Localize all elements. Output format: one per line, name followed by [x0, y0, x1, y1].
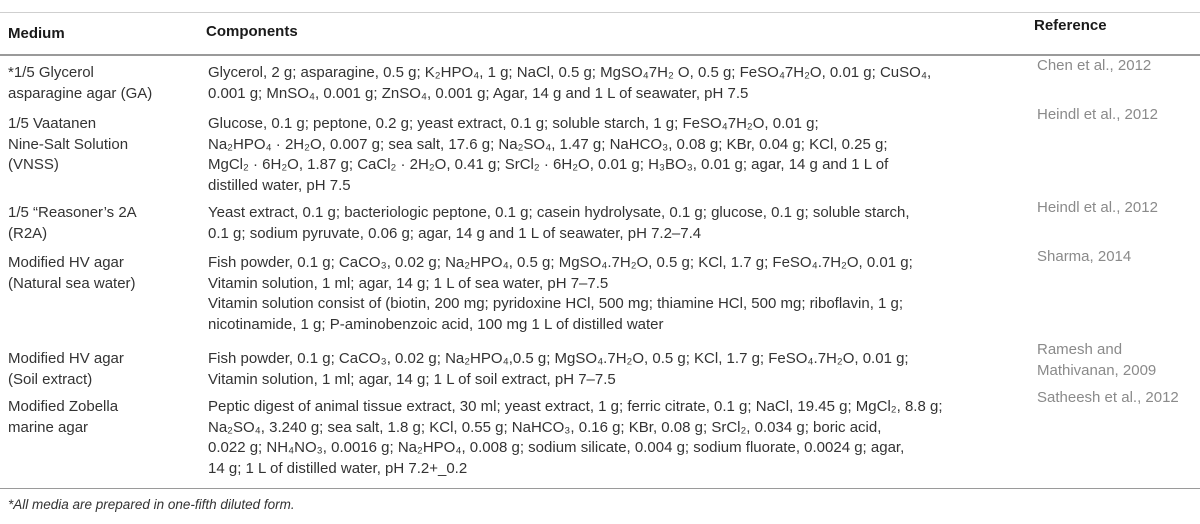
row-1-medium-line: *1/5 Glycerol [8, 64, 94, 81]
row-5-reference [1037, 340, 1156, 381]
row-6-components-line: 0.022 g; NH₄NO₃, 0.0016 g; Na₂HPO₄, 0.008 g; sodium silicate, 0.004 g; sodium fluorate, 0.0024 g; agar, [208, 439, 905, 456]
row-6-medium-line: marine agar [8, 418, 89, 436]
row-6-components-line: Peptic digest of animal tissue extract, 30 ml; yeast extract, 1 g; ferric citrate, 0.1 g; NaCl, 19.45 g; MgCl₂, 8.8 g; [208, 398, 943, 415]
row-6-reference-line: Satheesh et al., 2012 [1037, 389, 1179, 406]
row-1-components-line: 0.001 g; MnSO₄, 0.001 g; ZnSO₄, 0.001 g; Agar, 14 g and 1 L of seawater, pH 7.5 [208, 84, 749, 102]
row-4-components-line: Vitamin solution, 1 ml; agar, 14 g; 1 L of sea water, pH 7–7.5 [208, 274, 609, 292]
row-5-components-line: Vitamin solution, 1 ml; agar, 14 g; 1 L of soil extract, pH 7–7.5 [208, 370, 616, 388]
header-rule [0, 54, 1200, 56]
row-1-medium [8, 63, 152, 104]
row-4-medium-line: Modified HV agar [8, 254, 124, 271]
row-5-components [208, 349, 909, 390]
row-2-reference [1037, 105, 1158, 126]
row-3-medium-line: (R2A) [8, 224, 48, 242]
row-4-components-line: Fish powder, 0.1 g; CaCO₃, 0.02 g; Na₂HPO₄, 0.5 g; MgSO₄.7H₂O, 0.5 g; KCl, 1.7 g; FeSO₄.7H₂O, 0.01 g; [208, 254, 913, 271]
table-bottom-rule [0, 488, 1200, 489]
row-2-medium [8, 114, 128, 176]
row-1-reference [1037, 56, 1151, 77]
row-4-reference [1037, 247, 1131, 268]
row-3-components [208, 203, 910, 244]
row-5-medium [8, 349, 124, 390]
header-components: Components [206, 23, 298, 40]
row-3-reference-line: Heindl et al., 2012 [1037, 199, 1158, 216]
row-5-medium-line: (Soil extract) [8, 370, 93, 388]
row-1-medium-line: asparagine agar (GA) [8, 84, 153, 102]
row-5-reference-line: Mathivanan, 2009 [1037, 361, 1157, 379]
table-footnote: *All media are prepared in one-fifth diluted form. [8, 497, 295, 512]
row-2-components-line: Glucose, 0.1 g; peptone, 0.2 g; yeast extract, 0.1 g; soluble starch, 1 g; FeSO₄7H₂O, 0.01 g; [208, 115, 819, 132]
row-2-medium-line: 1/5 Vaatanen [8, 115, 97, 132]
table-top-rule [0, 12, 1200, 13]
row-5-medium-line: Modified HV agar [8, 350, 124, 367]
row-6-medium-line: Modified Zobella [8, 398, 119, 415]
header-reference: Reference [1034, 17, 1107, 34]
row-6-reference [1037, 388, 1179, 409]
header-medium: Medium [8, 25, 65, 42]
row-4-medium-line: (Natural sea water) [8, 274, 136, 292]
row-3-medium-line: 1/5 “Reasoner’s 2A [8, 204, 137, 221]
row-6-components-line: Na₂SO₄, 3.240 g; sea salt, 1.8 g; KCl, 0.55 g; NaHCO₃, 0.16 g; KBr, 0.08 g; SrCl₂, 0.034 g; boric acid, [208, 418, 882, 436]
row-2-reference-line: Heindl et al., 2012 [1037, 106, 1158, 123]
row-3-components-line: Yeast extract, 0.1 g; bacteriologic peptone, 0.1 g; casein hydrolysate, 0.1 g; glucose, 0.1 g; soluble starch, [208, 204, 910, 221]
row-4-components-line: Vitamin solution consist of (biotin, 200 mg; pyridoxine HCl, 500 mg; thiamine HCl, 500 mg; riboflavin, 1 g; [208, 295, 904, 312]
row-6-medium [8, 397, 118, 438]
row-2-components-line: distilled water, pH 7.5 [208, 176, 351, 194]
row-5-components-line: Fish powder, 0.1 g; CaCO₃, 0.02 g; Na₂HPO₄,0.5 g; MgSO₄.7H₂O, 0.5 g; KCl, 1.7 g; FeSO₄.7H₂O, 0.01 g; [208, 350, 909, 367]
row-2-components-line: MgCl₂ · 6H₂O, 1.87 g; CaCl₂ · 2H₂O, 0.41 g; SrCl₂ · 6H₂O, 0.01 g; H₃BO₃, 0.01 g; agar, 14 g and 1 L of [208, 156, 889, 173]
row-2-components [208, 114, 888, 196]
row-1-components [208, 63, 931, 104]
row-4-medium [8, 253, 136, 294]
row-3-medium [8, 203, 137, 244]
row-2-components-line: Na₂HPO₄ · 2H₂O, 0.007 g; sea salt, 17.6 g; Na₂SO₄, 1.47 g; NaHCO₃, 0.08 g; KBr, 0.04 g; KCl, 0.25 g; [208, 135, 888, 153]
row-4-components [208, 253, 913, 335]
row-4-components-line: nicotinamide, 1 g; P-aminobenzoic acid, 100 mg 1 L of distilled water [208, 315, 664, 333]
row-5-reference-line: Ramesh and [1037, 341, 1123, 358]
row-1-components-line: Glycerol, 2 g; asparagine, 0.5 g; K₂HPO₄, 1 g; NaCl, 0.5 g; MgSO₄7H₂ O, 0.5 g; FeSO₄7H₂O, 0.01 g; CuSO₄, [208, 64, 932, 81]
row-3-components-line: 0.1 g; sodium pyruvate, 0.06 g; agar, 14 g and 1 L of seawater, pH 7.2–7.4 [208, 224, 702, 242]
row-2-medium-line: (VNSS) [8, 156, 59, 173]
row-6-components [208, 397, 942, 479]
row-3-reference [1037, 198, 1158, 219]
row-2-medium-line: Nine-Salt Solution [8, 135, 129, 153]
row-4-reference-line: Sharma, 2014 [1037, 248, 1132, 265]
row-1-reference-line: Chen et al., 2012 [1037, 57, 1152, 74]
row-6-components-line: 14 g; 1 L of distilled water, pH 7.2+_0.2 [208, 459, 468, 477]
